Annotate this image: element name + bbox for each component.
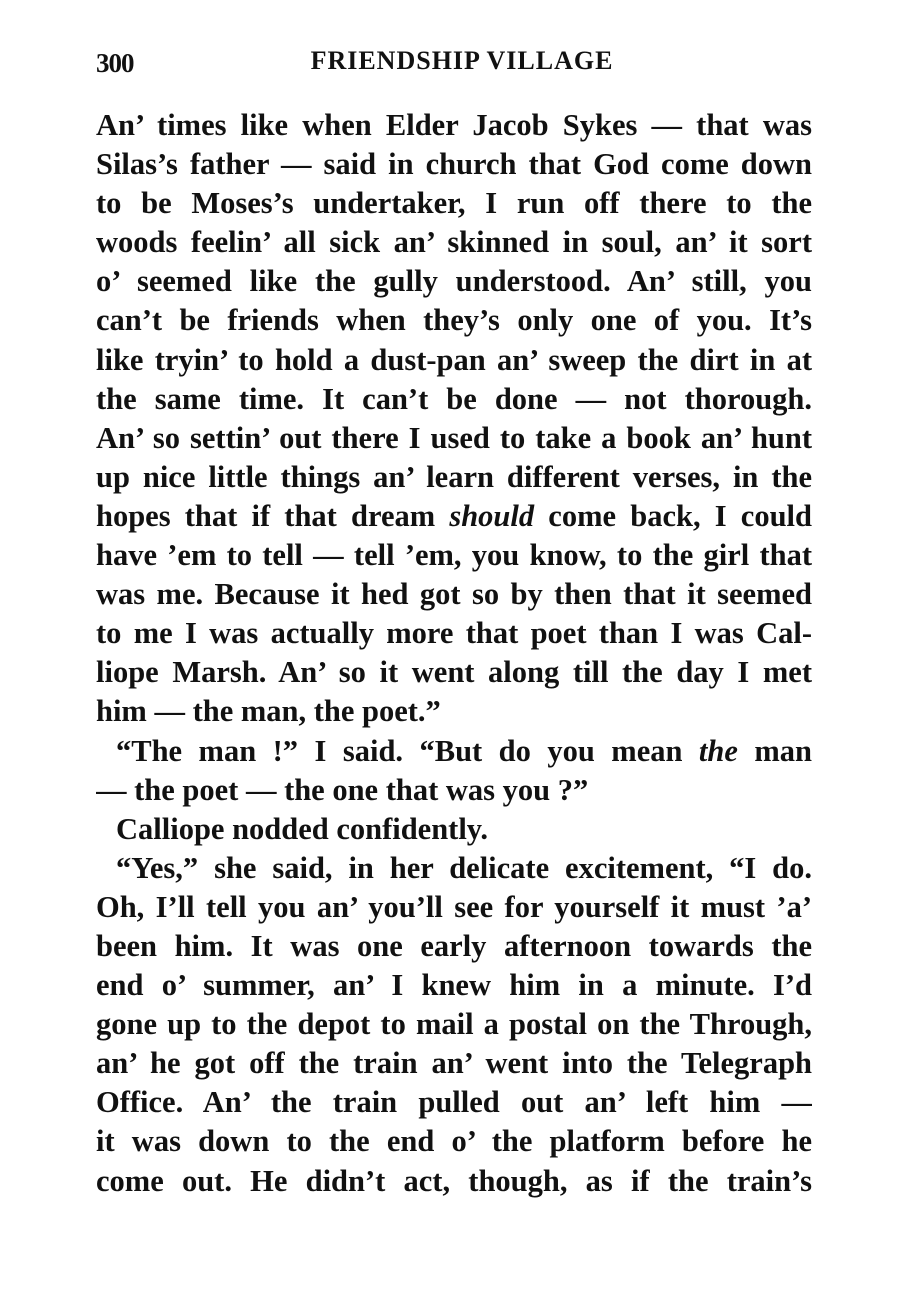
text-line: Calliope nodded confidently. — [116, 811, 489, 846]
page-number: 300 — [96, 48, 134, 78]
text-line: to be Moses’s undertaker, I run off there to the — [96, 186, 812, 221]
text-line: an’ he got off the train an’ went into the Telegraph — [96, 1046, 812, 1081]
text-line: o’ seemed like the gully understood. An’ still, you — [96, 264, 812, 299]
text-line: gone up to the depot to mail a postal on the Through, — [96, 1007, 812, 1042]
text-line: An’ so settin’ out there I used to take a book an’ hunt — [96, 420, 812, 455]
text-line: was me. Because it hed got so by then that it seemed — [96, 577, 812, 612]
text-line: hopes that if that dream should come back, I could — [96, 498, 812, 533]
text-line: “The man !” I said. “But do you mean the man — [116, 733, 812, 768]
text-line: “Yes,” she said, in her delicate excitement, “I do. — [116, 850, 812, 885]
text-line: been him. It was one early afternoon towards the — [96, 928, 812, 963]
running-head — [96, 44, 812, 84]
text-line: up nice little things an’ learn different verses, in the — [96, 459, 812, 494]
text-line: Office. An’ the train pulled out an’ left him — — [96, 1085, 812, 1120]
text-line: can’t be friends when they’s only one of you. It’s — [96, 303, 812, 338]
emphasis: should — [449, 498, 535, 533]
text-line: it was down to the end o’ the platform before he — [96, 1124, 812, 1159]
text-line: like tryin’ to hold a dust-pan an’ sweep the dirt in at — [96, 342, 812, 377]
text-line: Oh, I’ll tell you an’ you’ll see for yourself it must ’a’ — [96, 889, 812, 924]
text-line: Silas’s father — said in church that God come down — [96, 147, 812, 182]
text-line: end o’ summer, an’ I knew him in a minute. I’d — [96, 968, 812, 1003]
text-line: him — the man, the poet.” — [96, 694, 441, 729]
emphasis: the — [698, 733, 738, 768]
text-line: to me I was actually more that poet than I was Cal- — [96, 616, 812, 651]
text-line: liope Marsh. An’ so it went along till the day I met — [96, 655, 812, 690]
text-line: have ’em to tell — tell ’em, you know, to the girl that — [96, 538, 812, 573]
running-title: FRIENDSHIP VILLAGE — [310, 46, 614, 75]
text-line: the same time. It can’t be done — not thorough. — [96, 381, 812, 416]
body-text — [96, 106, 812, 1201]
text-line: woods feelin’ all sick an’ skinned in soul, an’ it sort — [96, 225, 812, 260]
text-line: — the poet — the one that was you ?” — [96, 772, 589, 807]
text-line: come out. He didn’t act, though, as if the train’s — [96, 1163, 812, 1198]
text-line: An’ times like when Elder Jacob Sykes — that was — [96, 108, 812, 142]
